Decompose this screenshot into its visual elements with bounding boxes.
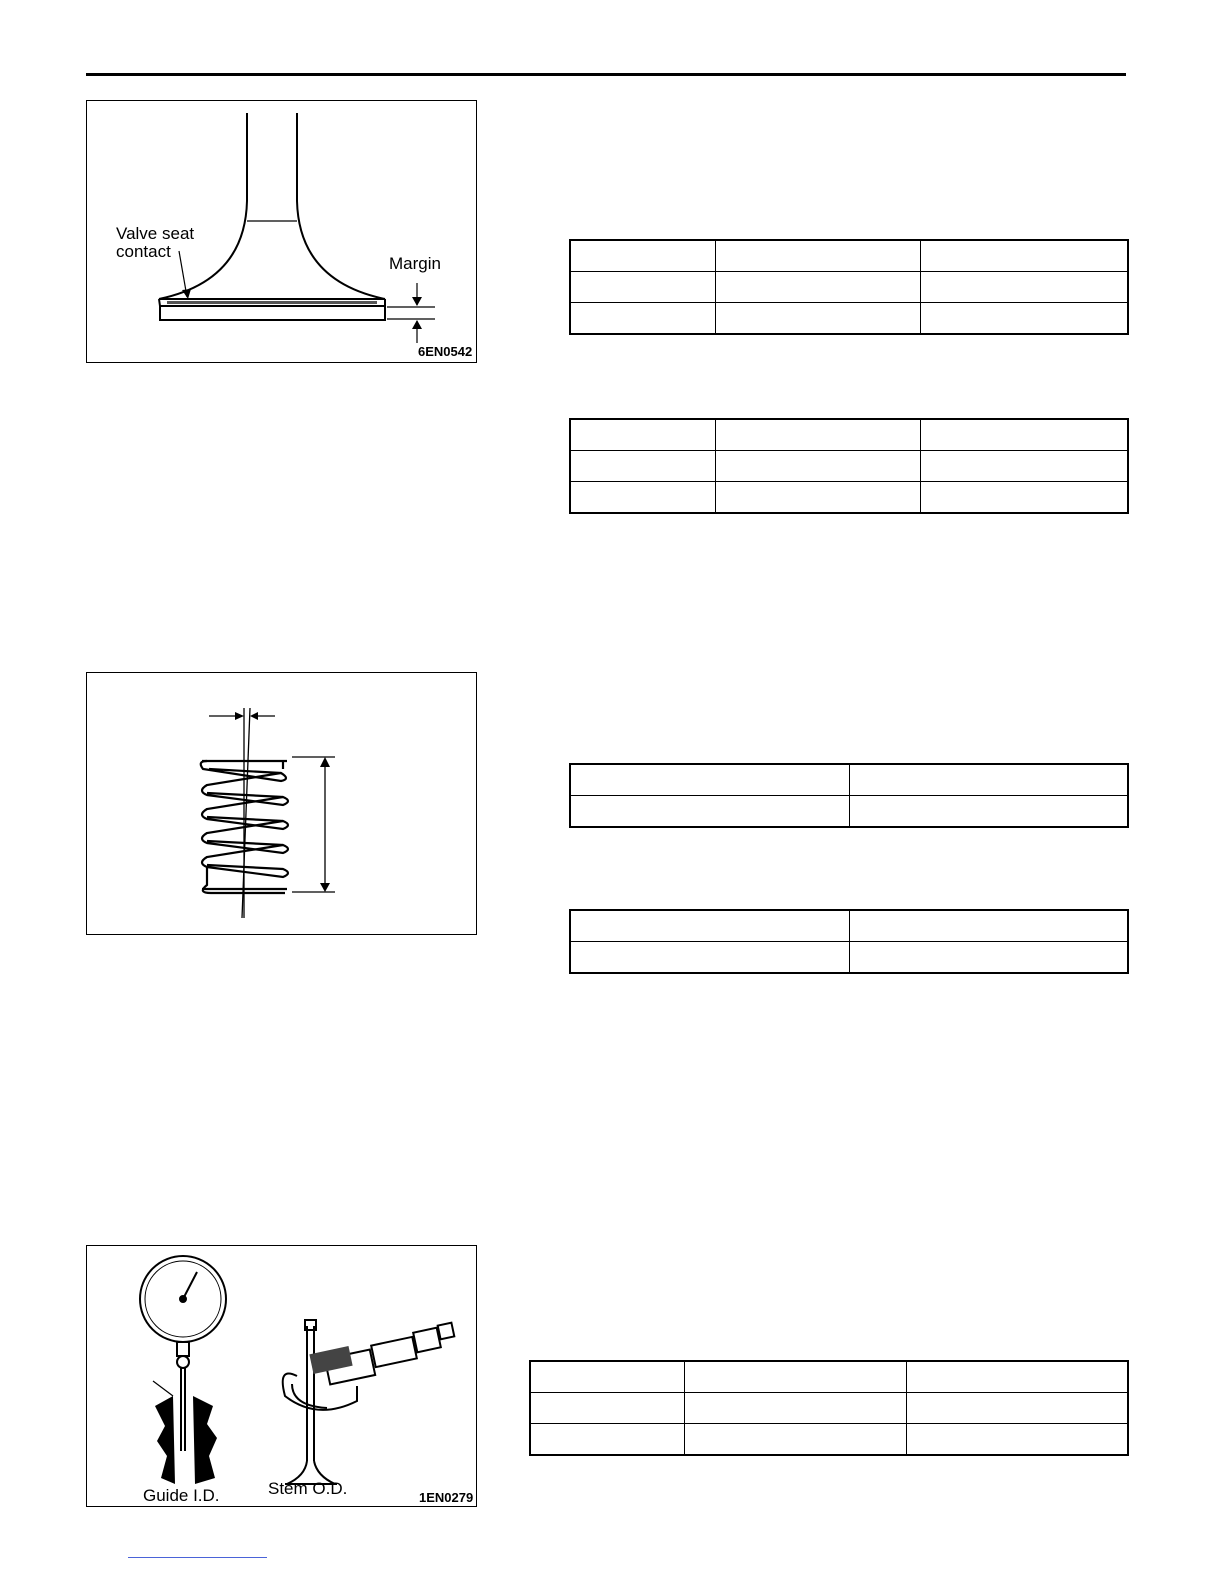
table-row [570,303,1128,335]
figure-code: 6EN0542 [418,344,473,359]
valve-spring-figure [86,672,477,935]
valve-spring-drawing [87,673,478,936]
stem-od-label: Stem O.D. [268,1479,348,1498]
valve-seat-contact-label-line2: contact [116,242,171,261]
table-cell [906,1361,1128,1393]
table-cell [570,240,715,272]
table-cell [849,796,1128,828]
guide-stem-drawing [87,1246,478,1508]
table-cell [920,419,1128,451]
table-cell [684,1393,906,1424]
table-cell [684,1424,906,1456]
guide-stem-measure-figure [86,1245,477,1507]
table-cell [715,303,920,335]
footer-link-underline[interactable] [128,1557,267,1558]
table-row [570,240,1128,272]
table-cell [570,910,849,942]
table-cell [570,482,715,514]
table-cell [920,272,1128,303]
table-cell [715,272,920,303]
table-cell [906,1393,1128,1424]
table-cell [920,303,1128,335]
table-cell [570,419,715,451]
table-cell [920,240,1128,272]
table-row [570,764,1128,796]
spec-table-5 [529,1360,1129,1456]
table-cell [570,942,849,974]
table-row [570,272,1128,303]
table-cell [849,942,1128,974]
table-cell [570,272,715,303]
spec-table-3 [569,763,1129,828]
table-cell [920,482,1128,514]
table-row [570,942,1128,974]
table-row [570,482,1128,514]
table-cell [906,1424,1128,1456]
table-cell [715,240,920,272]
table-cell [530,1361,684,1393]
table-cell [570,451,715,482]
table-row [570,910,1128,942]
table-cell [715,419,920,451]
table-cell [570,796,849,828]
table-row [570,451,1128,482]
table-row [530,1393,1128,1424]
spec-table-1 [569,239,1129,335]
table-row [570,419,1128,451]
spec-table-2 [569,418,1129,514]
margin-label: Margin [389,254,441,273]
figure-code: 1EN0279 [419,1490,474,1505]
table-cell [849,764,1128,796]
table-row [570,796,1128,828]
table-cell [715,482,920,514]
guide-id-label: Guide I.D. [143,1486,220,1505]
table-cell [684,1361,906,1393]
table-cell [570,303,715,335]
table-row [530,1361,1128,1393]
table-cell [530,1424,684,1456]
table-cell [715,451,920,482]
header-rule [86,73,1126,76]
valve-margin-figure [86,100,477,363]
table-cell [570,764,849,796]
table-cell [849,910,1128,942]
spec-table-4 [569,909,1129,974]
table-row [530,1424,1128,1456]
valve-seat-contact-label: Valve seat [116,224,195,243]
table-cell [920,451,1128,482]
table-cell [530,1393,684,1424]
